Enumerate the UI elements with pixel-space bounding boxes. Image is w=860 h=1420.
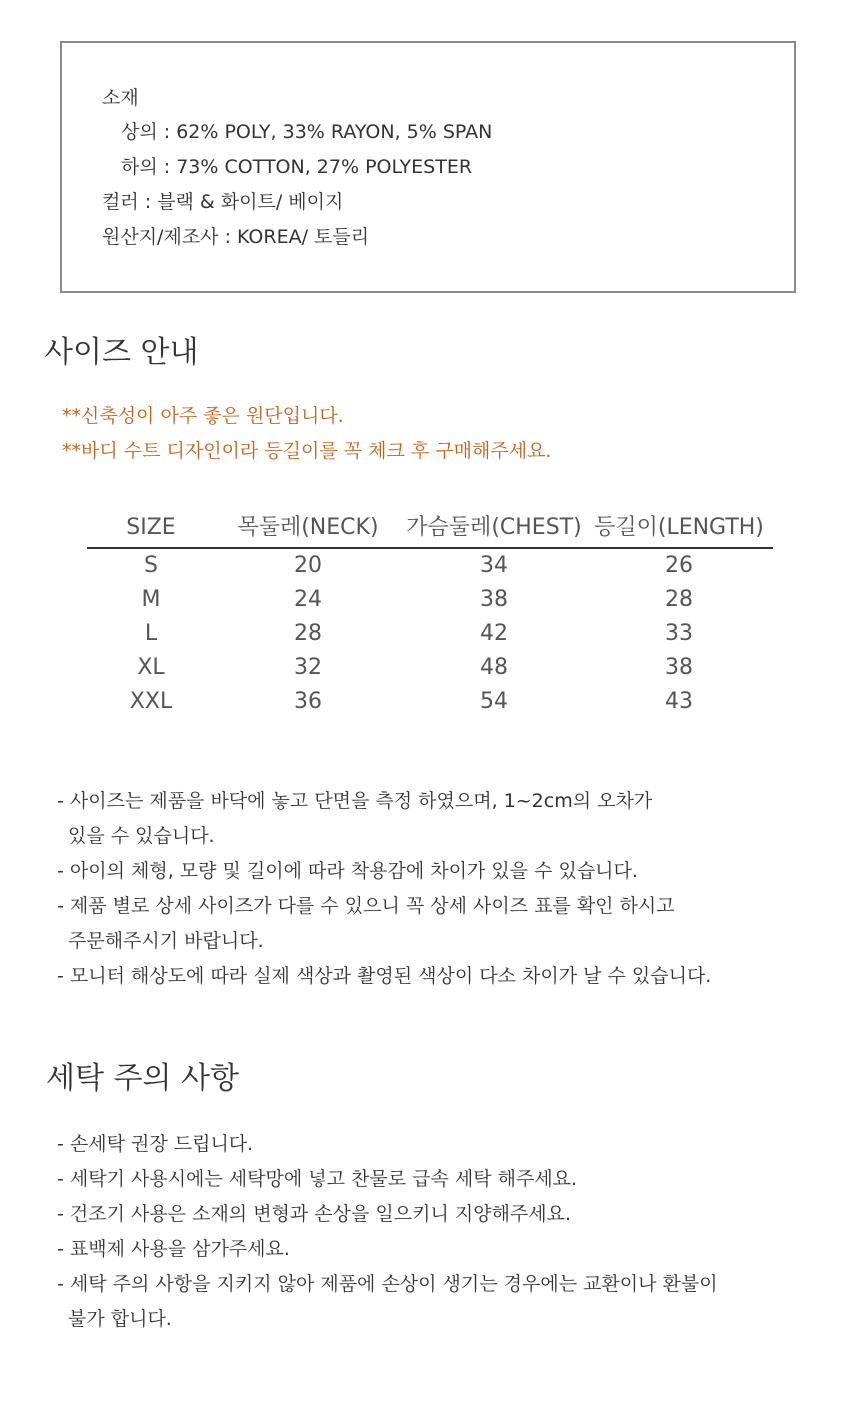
chest-cell: 38	[480, 587, 508, 612]
table-row	[87, 651, 773, 685]
chest-cell: 48	[480, 655, 508, 680]
size-cell: S	[144, 553, 158, 578]
size-cell: L	[144, 621, 158, 646]
table-row	[87, 617, 773, 651]
wash-note-hand: - 손세탁 권장 드립니다.	[57, 1133, 254, 1155]
wash-note-refund-cont: 불가 합니다.	[68, 1308, 172, 1330]
size-notice-length: **바디 수트 디자인이라 등길이를 꼭 체크 후 구매해주세요.	[62, 440, 552, 462]
size-note-measure: - 사이즈는 제품을 바닥에 놓고 단면을 측정 하였으며, 1~2cm의 오차가	[57, 790, 653, 812]
size-cell: M	[141, 587, 161, 612]
size-table-header	[87, 512, 773, 549]
table-row	[87, 685, 773, 719]
wash-note-refund: - 세탁 주의 사항을 지키지 않아 제품에 손상이 생기는 경우에는 교환이나 환불이	[57, 1273, 718, 1295]
wash-note-bleach: - 표백제 사용을 삼가주세요.	[57, 1238, 290, 1260]
chest-cell: 54	[480, 689, 508, 714]
size-note-check: - 제품 별로 상세 사이즈가 다를 수 있으니 꼭 상세 사이즈 표를 확인 하시고	[57, 895, 675, 917]
size-note-monitor: - 모니터 해상도에 따라 실제 색상과 촬영된 색상이 다소 차이가 날 수 있습니다.	[57, 965, 712, 987]
wash-note-machine: - 세탁기 사용시에는 세탁망에 넣고 찬물로 급속 세탁 해주세요.	[57, 1168, 578, 1190]
size-cell: XXL	[129, 689, 173, 714]
header-chest: 가슴둘레(CHEST)	[406, 515, 582, 540]
neck-cell: 32	[294, 655, 322, 680]
wash-note-dryer: - 건조기 사용은 소재의 변형과 손상을 일으키니 지양해주세요.	[57, 1203, 572, 1225]
chest-cell: 34	[480, 553, 508, 578]
size-guide-title: 사이즈 안내	[44, 335, 199, 370]
size-cell: XL	[137, 655, 165, 680]
size-notice-stretch: **신축성이 아주 좋은 원단입니다.	[62, 405, 344, 427]
neck-cell: 20	[294, 553, 322, 578]
origin-info: 원산지/제조사 : KOREA/ 토들리	[102, 226, 370, 248]
length-cell: 26	[665, 553, 693, 578]
table-row	[87, 583, 773, 617]
top-composition: 상의 : 62% POLY, 33% RAYON, 5% SPAN	[121, 121, 493, 143]
size-table	[87, 512, 773, 719]
length-cell: 33	[665, 621, 693, 646]
neck-cell: 28	[294, 621, 322, 646]
size-note-check-cont: 주문해주시기 바랍니다.	[68, 930, 264, 952]
header-length: 등길이(LENGTH)	[594, 515, 764, 540]
length-cell: 28	[665, 587, 693, 612]
length-cell: 43	[665, 689, 693, 714]
neck-cell: 36	[294, 689, 322, 714]
washing-title: 세탁 주의 사항	[46, 1061, 239, 1096]
header-size: SIZE	[126, 515, 176, 540]
size-note-fit: - 아이의 체형, 모량 및 길이에 따라 착용감에 차이가 있을 수 있습니다.	[57, 860, 638, 882]
neck-cell: 24	[294, 587, 322, 612]
table-row	[87, 549, 773, 583]
material-label: 소재	[102, 87, 139, 109]
bottom-composition: 하의 : 73% COTTON, 27% POLYESTER	[121, 156, 473, 178]
header-neck: 목둘레(NECK)	[237, 515, 379, 540]
chest-cell: 42	[480, 621, 508, 646]
length-cell: 38	[665, 655, 693, 680]
size-note-measure-cont: 있을 수 있습니다.	[68, 825, 215, 847]
color-info: 컬러 : 블랙 & 화이트/ 베이지	[102, 191, 344, 213]
